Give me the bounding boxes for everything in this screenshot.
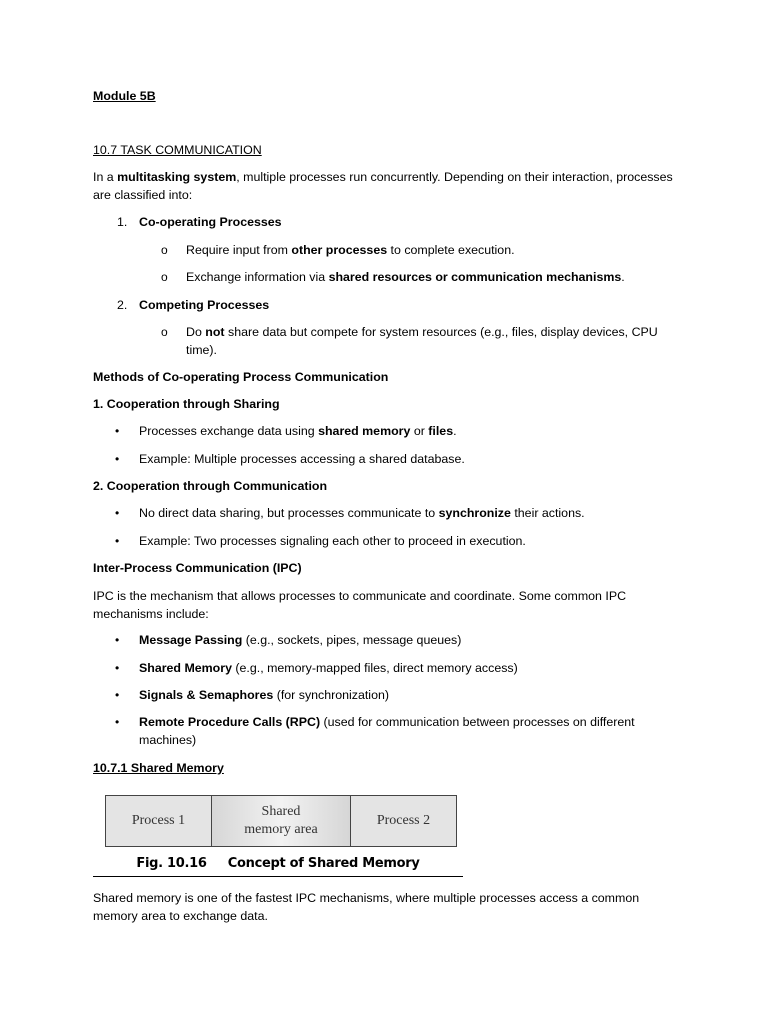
bullet-icon: • (115, 534, 120, 548)
list-item: Exchange information via shared resources or communication mechanisms. (186, 270, 625, 284)
bullet-icon: • (115, 688, 120, 702)
list-item: Message Passing (e.g., sockets, pipes, message queues) (139, 633, 462, 647)
list-item-cooperating: Co-operating Processes (139, 215, 282, 229)
list-item: Require input from other processes to complete execution. (186, 243, 515, 257)
list-item: Example: Two processes signaling each other to proceed in execution. (139, 534, 526, 548)
ipc-intro: IPC is the mechanism that allows processes to communicate and coordinate. Some common IPC mechanisms include: (93, 589, 627, 621)
bullet-icon: o (161, 243, 168, 257)
list-item: Remote Procedure Calls (RPC) (used for communication between processes on different machines) (139, 715, 635, 747)
bullet-icon: • (115, 424, 120, 438)
closing-paragraph: Shared memory is one of the fastest IPC mechanisms, where multiple processes access a common memory area to exchange data. (93, 891, 640, 923)
list-item-competing: Competing Processes (139, 298, 270, 312)
bullet-icon: • (115, 452, 120, 466)
bullet-icon: • (115, 506, 120, 520)
shared-label-line2: memory area (244, 822, 318, 837)
intro-paragraph: In a multitasking system, multiple processes run concurrently. Depending on their interaction, processes are classified into: (93, 170, 673, 202)
subsection-heading: 10.7.1 Shared Memory (93, 761, 224, 775)
shared-label-line1: Shared (261, 804, 301, 819)
bullet-icon: • (115, 633, 120, 647)
list-item: No direct data sharing, but processes communicate to synchronize their actions. (139, 506, 585, 520)
module-title: Module 5B (93, 89, 156, 103)
communication-heading: 2. Cooperation through Communication (93, 479, 328, 493)
shared-memory-box (212, 796, 351, 846)
section-heading: 10.7 TASK COMMUNICATION (93, 143, 262, 157)
bullet-icon: • (115, 661, 120, 675)
list-number: 1. (117, 215, 128, 229)
bullet-icon: o (161, 325, 168, 339)
list-item: Do not share data but compete for system resources (e.g., files, display devices, CPU time). (186, 325, 658, 357)
list-item: Example: Multiple processes accessing a shared database. (139, 452, 465, 466)
bullet-icon: • (115, 715, 120, 729)
ipc-heading: Inter-Process Communication (IPC) (93, 561, 302, 575)
figure-caption: Fig. 10.16 Concept of Shared Memory (93, 856, 463, 877)
sharing-heading: 1. Cooperation through Sharing (93, 397, 280, 411)
list-number: 2. (117, 298, 128, 312)
list-item: Signals & Semaphores (for synchronization) (139, 688, 389, 702)
bullet-icon: o (161, 270, 168, 284)
list-item: Shared Memory (e.g., memory-mapped files, direct memory access) (139, 661, 518, 675)
shared-memory-figure (105, 795, 457, 847)
process-1-box: Process 1 (106, 796, 212, 846)
methods-heading: Methods of Co-operating Process Communication (93, 370, 389, 384)
list-item: Processes exchange data using shared memory or files. (139, 424, 457, 438)
process-2-box: Process 2 (351, 796, 456, 846)
